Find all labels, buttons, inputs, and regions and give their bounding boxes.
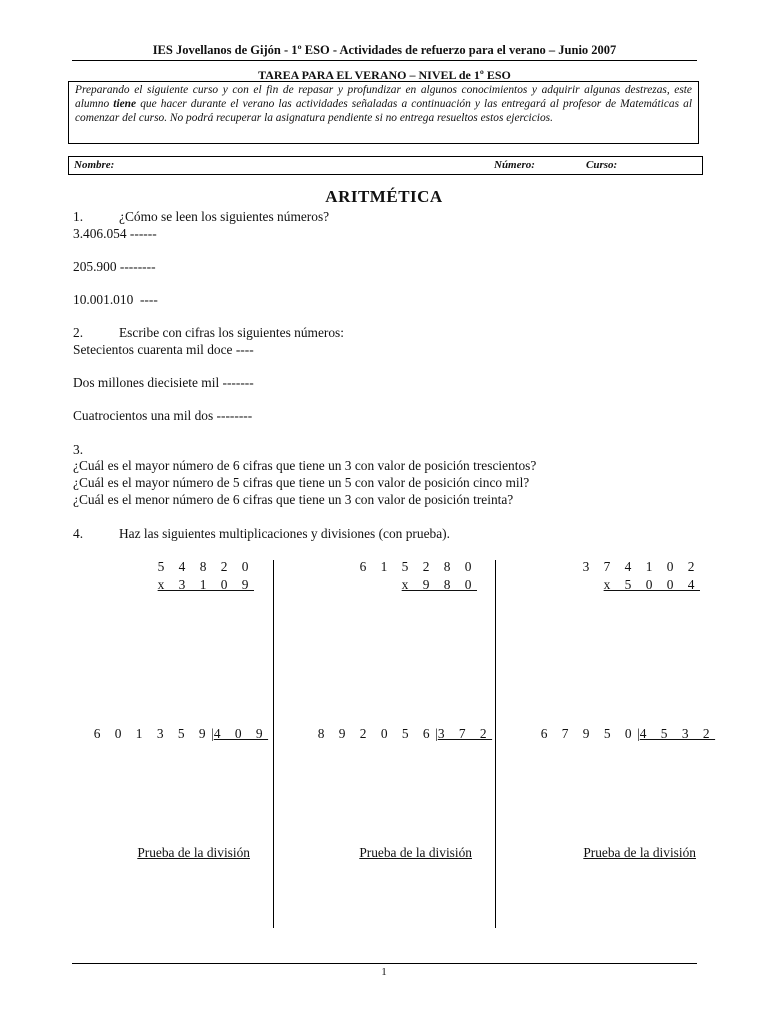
q2-item: Setecientos cuarenta mil doce ---- xyxy=(73,342,254,357)
student-info-box xyxy=(68,156,703,175)
division-proof-label: Prueba de la división xyxy=(359,845,472,860)
q2-number: 2. xyxy=(73,325,84,340)
course-label: Curso: xyxy=(586,159,618,171)
q2-item: Cuatrocientos una mil dos -------- xyxy=(73,408,253,423)
multiplication-factor: x 9 8 0 xyxy=(401,577,477,592)
q4-text: Haz las siguientes multiplicaciones y divisiones (con prueba). xyxy=(119,526,450,541)
q3-item: ¿Cuál es el menor número de 6 cifras que tiene un 3 con valor de posición treinta? xyxy=(73,492,514,507)
column-divider xyxy=(273,560,274,928)
division-proof-label: Prueba de la división xyxy=(137,845,250,860)
name-label: Nombre: xyxy=(74,159,115,171)
division-dividend: 6 7 9 5 0 xyxy=(540,726,638,741)
q3-item: ¿Cuál es el mayor número de 5 cifras que tiene un 5 con valor de posición cinco mil? xyxy=(73,475,530,490)
q1-number: 1. xyxy=(73,209,84,224)
footer-divider xyxy=(72,963,697,964)
q3-number: 3. xyxy=(73,442,84,457)
task-title: TAREA PARA EL VERANO – NIVEL de 1º ESO xyxy=(258,68,511,82)
division-divisor: 4 0 9 xyxy=(213,726,269,741)
q2-item: Dos millones diecisiete mil ------- xyxy=(73,375,254,390)
q2-text: Escribe con cifras los siguientes números: xyxy=(119,325,344,340)
intro-text-bold: tiene xyxy=(113,98,137,110)
number-label: Número: xyxy=(494,159,535,171)
intro-text-start: Preparando el siguiente curso y con el fin de repasar y profundizar en algunos conocimientos y adquirir algunas destrezas, este alumno xyxy=(75,84,692,110)
intro-text-end: que hacer durante el verano las actividades señaladas a continuación y las entregará al profesor de Matemáticas al comenzar del curso. No podrá recuperar la asignatura pendiente si no entrega resueltos estos ejercicios. xyxy=(75,98,692,124)
division: 6 0 1 3 5 9|4 0 9 xyxy=(87,710,257,742)
multiplication-factor: x 5 0 0 4 xyxy=(603,577,700,592)
division-proof-label: Prueba de la división xyxy=(583,845,696,860)
page-number: 1 xyxy=(381,966,387,978)
header-divider xyxy=(72,60,697,61)
division-dividend: 6 0 1 3 5 9 xyxy=(93,726,212,741)
division-dividend: 8 9 2 0 5 6 xyxy=(317,726,436,741)
q1-item: 10.001.010 ---- xyxy=(73,292,158,307)
q3-item: ¿Cuál es el mayor número de 6 cifras que tiene un 3 con valor de posición trescientos? xyxy=(73,458,537,473)
intro-box xyxy=(68,81,699,144)
q4-number: 4. xyxy=(73,526,84,541)
division: 6 7 9 5 0|4 5 3 2 xyxy=(534,710,704,742)
multiplication-factor: x 3 1 0 9 xyxy=(157,577,254,592)
document-header: IES Jovellanos de Gijón - 1º ESO - Actividades de refuerzo para el verano – Junio 2007 xyxy=(152,43,617,57)
division: 8 9 2 0 5 6|3 7 2 xyxy=(311,710,481,742)
multiplication-top: 5 4 8 2 0 xyxy=(157,559,254,574)
multiplication-top: 6 1 5 2 8 0 xyxy=(359,559,477,574)
division-divisor: 4 5 3 2 xyxy=(639,726,716,741)
multiplication-top: 3 7 4 1 0 2 xyxy=(582,559,700,574)
division-divisor: 3 7 2 xyxy=(437,726,493,741)
q1-text: ¿Cómo se leen los siguientes números? xyxy=(119,209,330,224)
column-divider xyxy=(495,560,496,928)
q1-item: 205.900 -------- xyxy=(73,259,156,274)
section-title: ARITMÉTICA xyxy=(325,187,443,206)
q1-item: 3.406.054 ------ xyxy=(73,226,157,241)
